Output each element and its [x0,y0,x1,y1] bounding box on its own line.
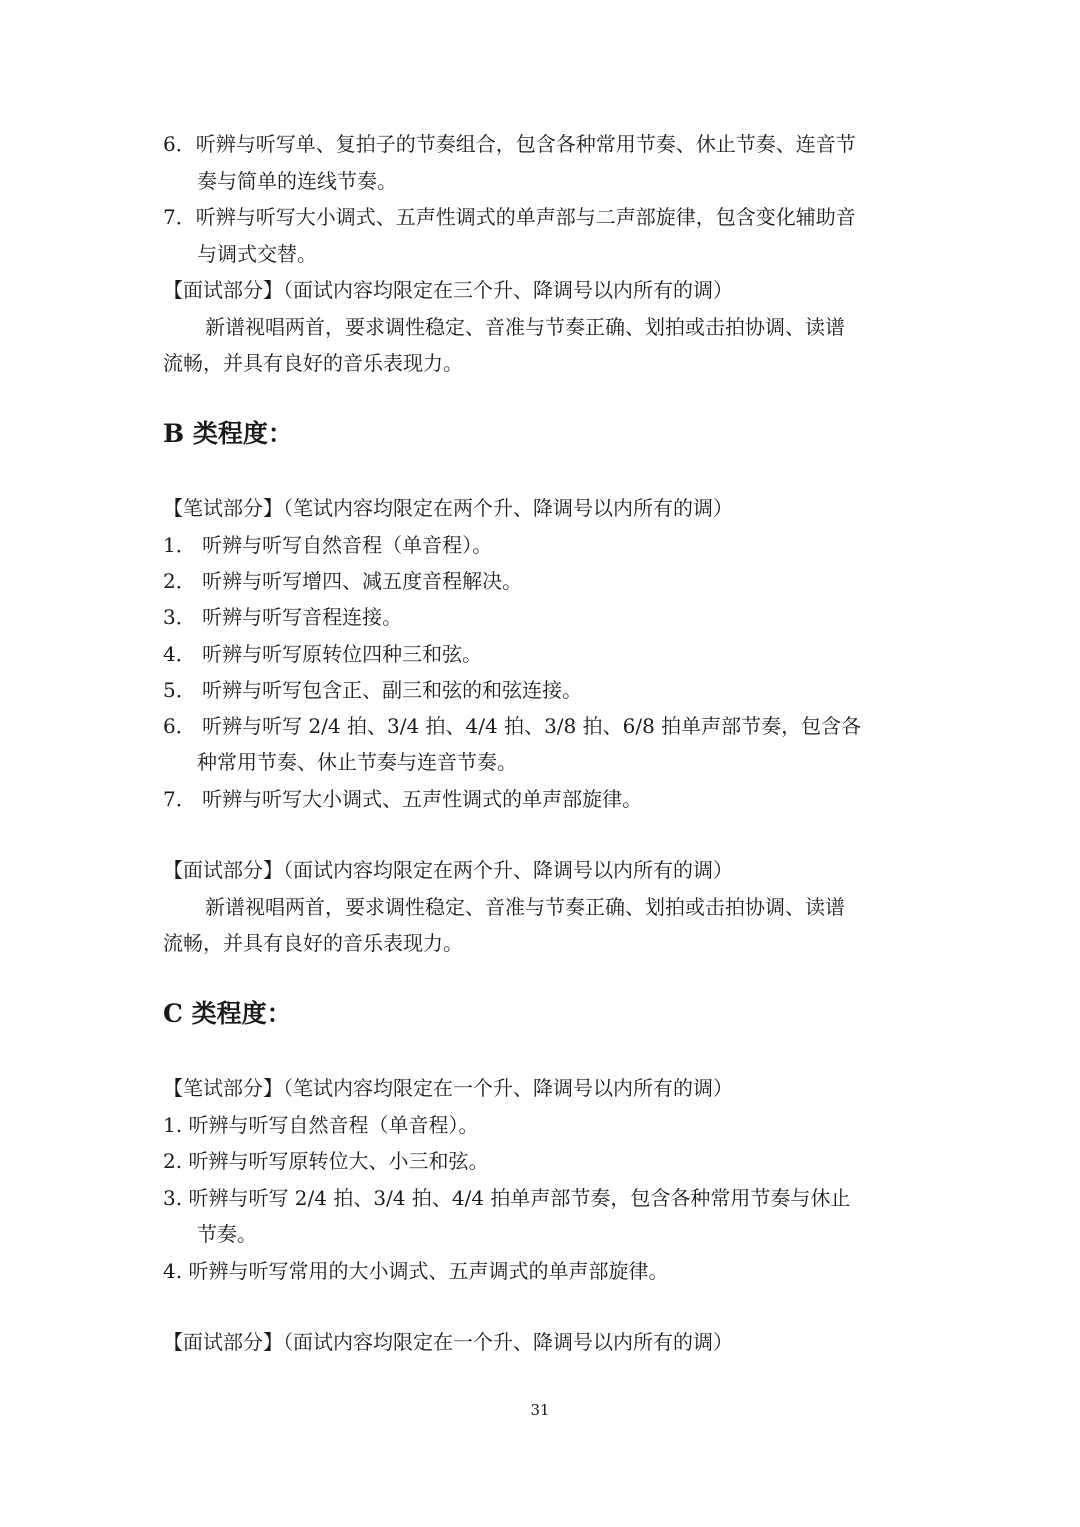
list-item: 2. 听辨与听写原转位大、小三和弦。 [163,1149,489,1173]
list-item: 3． 听辨与听写音程连接。 [163,605,403,629]
list-item-continuation: 种常用节奏、休止节奏与连音节奏。 [197,750,517,774]
list-item-continuation: 与调式交替。 [197,242,317,266]
interview-section-title: 【面试部分】（面试内容均限定在两个升、降调号以内所有的调） [163,858,733,882]
list-item: 6．听辨与听写单、复拍子的节奏组合，包含各种常用节奏、休止节奏、连音节 [163,132,856,156]
written-section-title: 【笔试部分】（笔试内容均限定在一个升、降调号以内所有的调） [163,1076,733,1100]
list-item: 1． 听辨与听写自然音程（单音程）。 [163,533,493,557]
section-heading-b: B 类程度： [163,419,293,448]
list-item: 1. 听辨与听写自然音程（单音程）。 [163,1113,479,1137]
interview-section-title: 【面试部分】（面试内容均限定在三个升、降调号以内所有的调） [163,278,733,302]
paragraph-line: 新谱视唱两首，要求调性稳定、音准与节奏正确、划拍或击拍协调、读谱 [205,895,845,919]
list-item: 5． 听辨与听写包含正、副三和弦的和弦连接。 [163,678,583,702]
page-number: 31 [530,1401,550,1419]
list-item: 3. 听辨与听写 2/4 拍、3/4 拍、4/4 拍单声部节奏，包含各种常用节奏与休止 [163,1186,851,1210]
written-section-title: 【笔试部分】（笔试内容均限定在两个升、降调号以内所有的调） [163,496,733,520]
list-item-continuation: 节奏。 [197,1222,257,1246]
paragraph-line: 流畅，并具有良好的音乐表现力。 [163,931,463,955]
list-item: 2． 听辨与听写增四、减五度音程解决。 [163,569,523,593]
list-item: 4. 听辨与听写常用的大小调式、五声调式的单声部旋律。 [163,1259,669,1283]
paragraph-line: 流畅，并具有良好的音乐表现力。 [163,351,463,375]
list-item: 7． 听辨与听写大小调式、五声性调式的单声部旋律。 [163,787,643,811]
list-item: 7．听辨与听写大小调式、五声性调式的单声部与二声部旋律，包含变化辅助音 [163,205,856,229]
list-item-continuation: 奏与简单的连线节奏。 [197,169,397,193]
list-item: 4． 听辨与听写原转位四种三和弦。 [163,642,483,666]
interview-section-title: 【面试部分】（面试内容均限定在一个升、降调号以内所有的调） [163,1330,733,1354]
section-heading-c: C 类程度： [163,999,292,1028]
paragraph-line: 新谱视唱两首，要求调性稳定、音准与节奏正确、划拍或击拍协调、读谱 [205,315,845,339]
list-item: 6． 听辨与听写 2/4 拍、3/4 拍、4/4 拍、3/8 拍、6/8 拍单声部节奏，包含各 [163,714,862,738]
